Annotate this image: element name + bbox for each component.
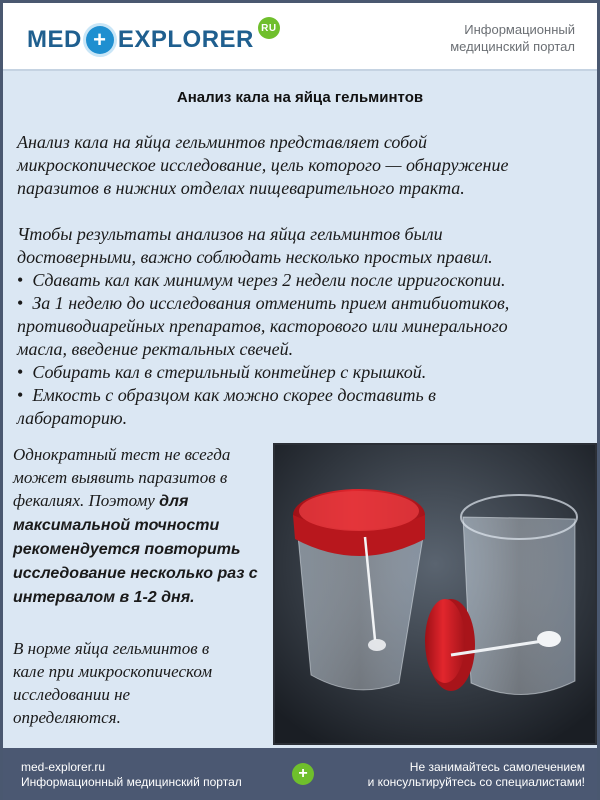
site-footer bbox=[3, 748, 597, 800]
footer-site-link[interactable]: med-explorer.ru bbox=[21, 760, 106, 774]
text-line: микроскопическое исследование, цель которого — обнаружение bbox=[17, 155, 509, 175]
text-line: противодиарейных препаратов, касторового или минерального bbox=[17, 316, 508, 336]
text-line: паразитов в нижних отделах пищеварительного тракта. bbox=[17, 178, 465, 198]
intro-paragraph bbox=[17, 131, 585, 200]
rule-item: • Емкость с образцом как можно скорее доставить в bbox=[17, 384, 585, 407]
site-header bbox=[3, 3, 597, 71]
footer-site-desc: Информационный медицинский портал bbox=[21, 775, 242, 789]
bold-text: рекомендуется повторить bbox=[13, 541, 241, 558]
plus-icon: + bbox=[292, 763, 314, 785]
text-line: В норме яйца гельминтов в bbox=[13, 639, 210, 658]
bold-text: интервалом в 1-2 дня. bbox=[13, 589, 195, 606]
bold-text: максимальной точности bbox=[13, 517, 220, 534]
text-line: исследовании не bbox=[13, 685, 131, 704]
side-text bbox=[13, 443, 269, 729]
norm-paragraph bbox=[13, 637, 269, 729]
warning-line: Не занимайтесь самолечением bbox=[409, 760, 585, 774]
text-line: фекалиях. Поэтому bbox=[13, 491, 155, 510]
site-tagline bbox=[405, 21, 575, 55]
text-line: масла, введение ректальных свечей. bbox=[17, 339, 294, 359]
rule-item: • Сдавать кал как минимум через 2 недели после ирригоскопии. bbox=[17, 269, 585, 292]
text-line: Однократный тест не всегда bbox=[13, 445, 231, 464]
sample-containers-image bbox=[275, 445, 595, 743]
text-line: определяются. bbox=[13, 708, 121, 727]
footer-site-info bbox=[21, 760, 242, 790]
rule-item: • За 1 неделю до исследования отменить прием антибиотиков, bbox=[17, 292, 585, 315]
text-line: лабораторию. bbox=[17, 408, 128, 428]
article-title: Анализ кала на яйца гельминтов bbox=[176, 89, 424, 106]
rules-paragraph bbox=[17, 223, 585, 430]
ru-badge: RU bbox=[258, 17, 280, 39]
text-line: может выявить паразитов в bbox=[13, 468, 228, 487]
text-line: Анализ кала на яйца гельминтов представляет собой bbox=[17, 132, 427, 152]
logo-text-explorer: EXPLORER bbox=[117, 26, 254, 53]
accuracy-paragraph bbox=[13, 443, 269, 609]
rule-item: • Собирать кал в стерильный контейнер с крышкой. bbox=[17, 361, 585, 384]
bold-text: для bbox=[159, 493, 189, 510]
warning-line: и консультируйтесь со специалистами! bbox=[367, 775, 585, 789]
tagline-line: Информационный bbox=[464, 22, 575, 37]
tagline-line: медицинский портал bbox=[450, 39, 575, 54]
plus-icon: + bbox=[86, 26, 114, 54]
bold-text: исследование несколько раз с bbox=[13, 565, 258, 582]
text-line: достоверными, важно соблюдать несколько простых правил. bbox=[17, 247, 493, 267]
logo-text-med: MED bbox=[27, 26, 82, 53]
footer-warning bbox=[368, 760, 585, 790]
text-line: кале при микроскопическом bbox=[13, 662, 213, 681]
text-line: Чтобы результаты анализов на яйца гельминтов были bbox=[17, 224, 443, 244]
containers-photo bbox=[273, 443, 597, 745]
site-logo[interactable] bbox=[27, 22, 280, 55]
